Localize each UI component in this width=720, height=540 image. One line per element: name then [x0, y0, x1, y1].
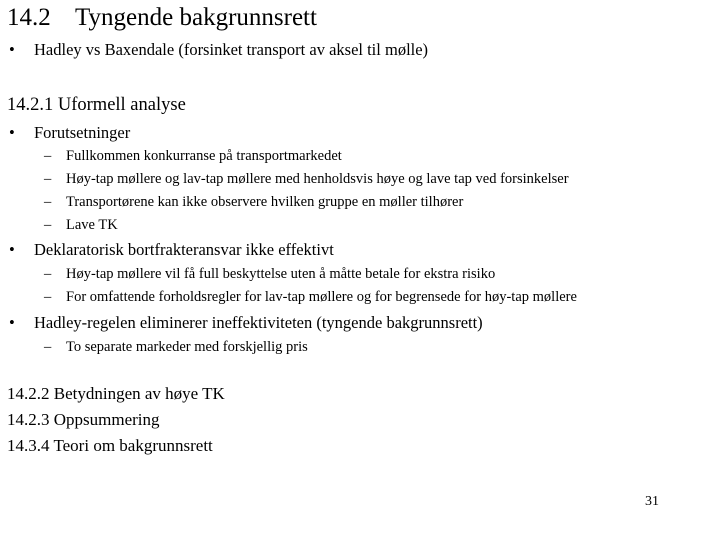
subsection-heading: 14.3.4 Teori om bakgrunnsrett — [7, 436, 213, 455]
subsection-heading: 14.2.3 Oppsummering — [7, 410, 160, 429]
title-text: Tyngende bakgrunnsrett — [75, 4, 317, 31]
bullet-hadley-regelen — [0, 313, 720, 335]
sub-bullet-text: Fullkommen konkurranse på transportmarkedet — [66, 148, 342, 164]
sub-bullet — [0, 147, 720, 169]
sub-bullet — [0, 288, 720, 310]
dash-marker: – — [44, 171, 52, 187]
sub-bullet-text: Lave TK — [66, 217, 118, 233]
dash-marker: – — [44, 194, 52, 210]
bullet-marker: • — [9, 123, 15, 142]
bullet-text: Deklaratorisk bortfrakteransvar ikke effektivt — [34, 240, 334, 259]
dash-marker: – — [44, 217, 52, 233]
bullet-text: Hadley vs Baxendale (forsinket transport av aksel til mølle) — [34, 40, 429, 59]
sub-bullet — [0, 170, 720, 192]
sub-bullet-text: For omfattende forholdsregler for lav-tap møllere og for begrensede for høy-tap møllere — [66, 289, 577, 305]
dash-marker: – — [44, 148, 52, 164]
sub-bullet-text: Transportørene kan ikke observere hvilken gruppe en møller tilhører — [66, 194, 464, 210]
bullet-text: Forutsetninger — [34, 123, 131, 142]
dash-marker: – — [44, 289, 52, 305]
dash-marker: – — [44, 266, 52, 282]
sub-bullet — [0, 338, 720, 360]
bullet-deklaratorisk — [0, 240, 720, 262]
bullet-hadley-baxendale — [0, 40, 720, 62]
bullet-marker: • — [9, 313, 15, 332]
sub-bullet-text: Høy-tap møllere og lav-tap møllere med henholdsvis høye og lave tap ved forsinkelser — [66, 171, 569, 187]
section-heading: 14.2.1 Uformell analyse — [7, 95, 186, 115]
sub-bullet-text: To separate markeder med forskjellig pris — [66, 339, 308, 355]
sub-bullet — [0, 265, 720, 287]
title-number: 14.2 — [7, 4, 51, 31]
bullet-forutsetninger — [0, 123, 720, 145]
sub-bullet — [0, 193, 720, 215]
bullet-marker: • — [9, 40, 15, 59]
bullet-marker: • — [9, 240, 15, 259]
page-number: 31 — [645, 494, 659, 509]
sub-bullet-text: Høy-tap møllere vil få full beskyttelse uten å måtte betale for ekstra risiko — [66, 266, 496, 282]
dash-marker: – — [44, 339, 52, 355]
subsection-heading: 14.2.2 Betydningen av høye TK — [7, 384, 225, 403]
slide-title — [7, 2, 317, 34]
sub-bullet — [0, 216, 720, 238]
bullet-text: Hadley-regelen eliminerer ineffektiviteten (tyngende bakgrunnsrett) — [34, 313, 483, 332]
